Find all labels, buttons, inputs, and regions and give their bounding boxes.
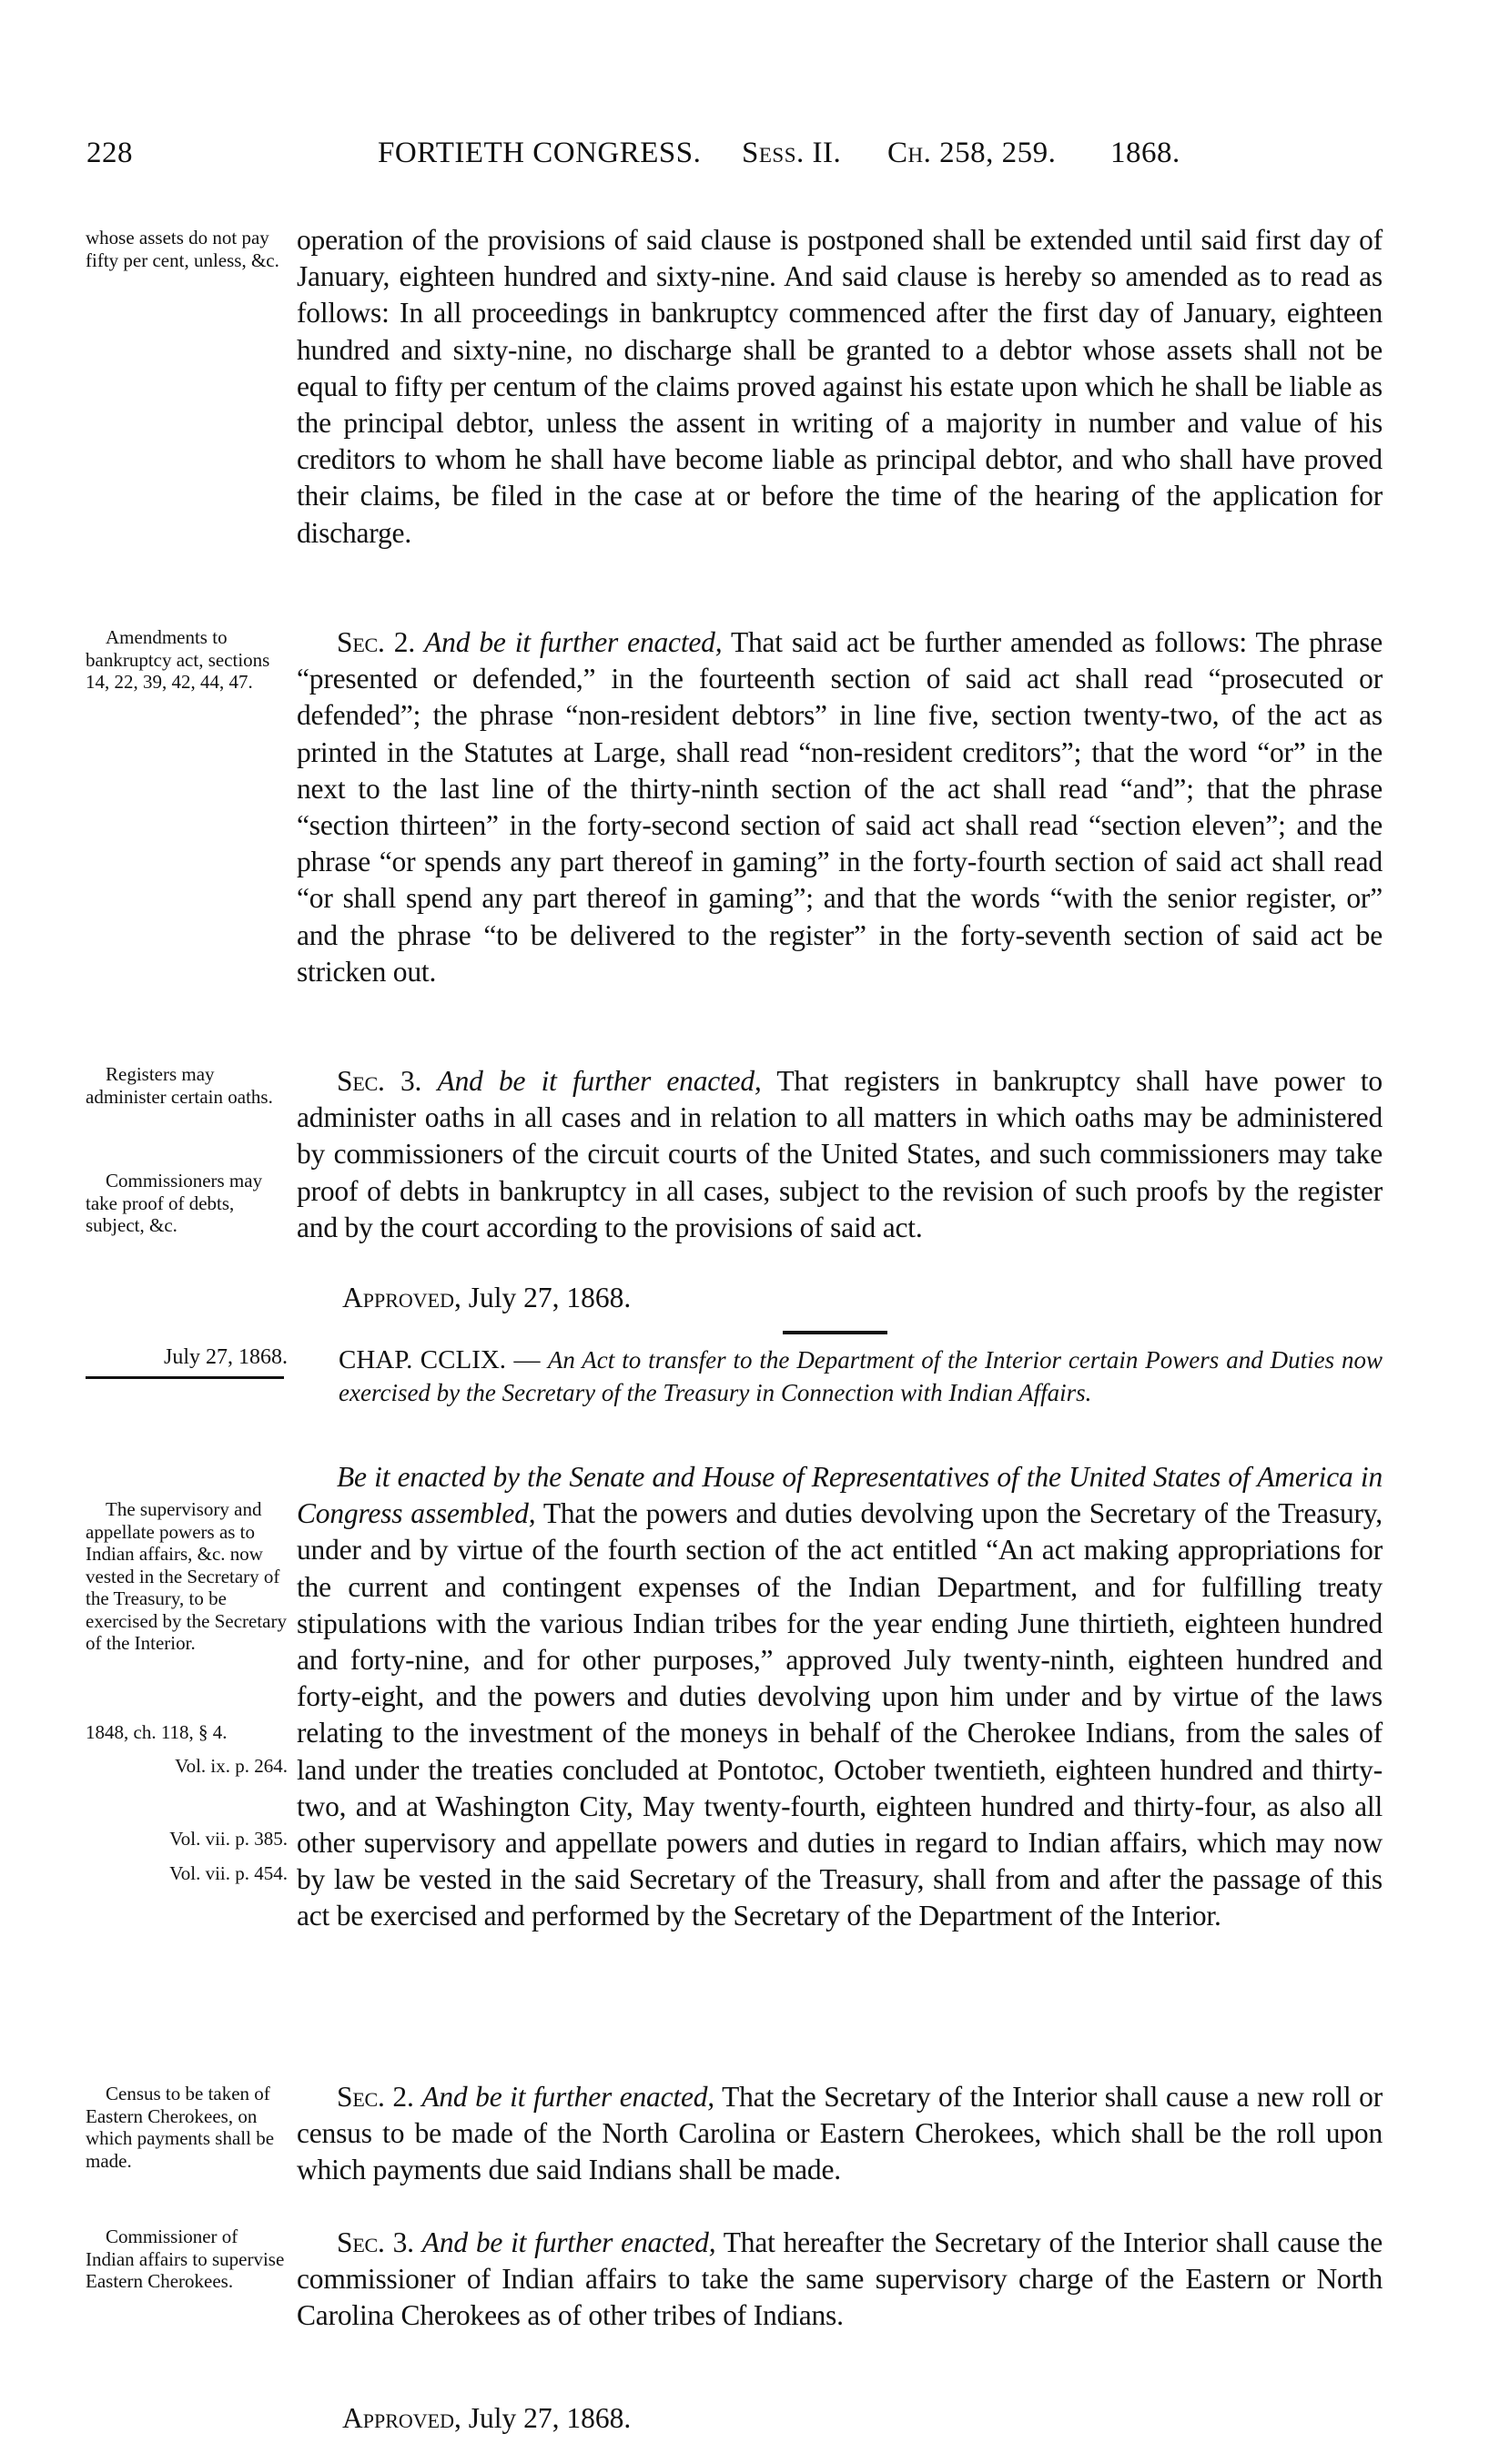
section-text: That the Secretary of the Interior shall cause a new roll or census to be made of the North Carolina or Eastern Cherokees, which shall be the roll upon which payments due said Indians shall be made. [297, 2081, 1383, 2186]
chapter-range: Ch. 258, 259. [887, 137, 1057, 169]
approved-date: July 27, 1868. [468, 1282, 632, 1313]
chapter-separator-rule [783, 1331, 887, 1334]
section-text: That registers in bankruptcy shall have power to administer oaths in all cases and in relation to all matters in which oaths may be administered by commissioners of the circuit courts of the United States, and such commissioners may take proof of debts in bankruptcy in all cases, subject to the revision of such proofs by the register and by the court according to the provisions of said act. [297, 1065, 1383, 1243]
ch259-section-2 [297, 2079, 1383, 2189]
ch258-approved [342, 1280, 631, 1316]
margin-citation-vol-vii-454: Vol. vii. p. 454. [169, 1862, 288, 1884]
margin-note-registers: Registers may administer certain oaths. [86, 1063, 273, 1108]
section-text: That the powers and duties devolving upon the Secretary of the Treasury, under and by virtue of the fourth section of the act entitled “An act making appropriations for the current and contingent expenses of the Indian Department, and for fulfilling treaty stipulations with the various Indian tribes for the year ending June thirtieth, eighteen hundred and forty-nine, and for other purposes,” approved July twenty-ninth, eighteen hundred and forty-eight, and the powers and duties devolving upon him under and by virtue of the laws relating to the investment of the moneys in behalf of the Cherokee Indians, from the sales of land under the treaties concluded at Pontotoc, October twentieth, eighteen hundred and thirty-two, and at Washington City, May twenty-fourth, eighteen hundred and thirty-four, as also all other supervisory and appellate powers and duties in regard to Indian affairs, which may now by law be vested in the said Secretary of the Treasury, shall from and after the passage of this act be exercised and performed by the Secretary of the Department of the Interior. [297, 1497, 1383, 1932]
margin-note-amendments: Amendments to bankruptcy act, sections 14, 22, 39, 42, 44, 47. [86, 626, 270, 693]
chapter-date-note: July 27, 1868. [163, 1345, 288, 1369]
header-year: 1868. [1110, 137, 1180, 169]
ch258-section-3 [297, 1063, 1383, 1246]
section-label: Sec. 2. [337, 2081, 414, 2113]
approved-label: Approved, [342, 2402, 461, 2434]
date-underline [86, 1376, 284, 1379]
chapter-heading [297, 1344, 1383, 1409]
section-text: That hereafter the Secretary of the Interior shall cause the commissioner of Indian affairs to take the same supervisory charge of the Eastern or North Carolina Cherokees as of other tribes of Indians. [297, 2226, 1383, 2332]
ch258-section-2 [297, 624, 1383, 990]
chapter-title: An Act to transfer to the Department of the Interior certain Powers and Duties now exercised by the Secretary of the Treasury in Connection with Indian Affairs. [339, 1346, 1383, 1406]
enacting-phrase: And be it further enacted, [424, 626, 723, 658]
congress-title: FORTIETH CONGRESS. [378, 137, 702, 169]
section-text: That said act be further amended as follows: The phrase “presented or defended,” in the fourteenth section of said act shall read “prosecuted or defended”; the phrase “non-resident debtors” in line five, section twenty-two, of the act as printed in the Statutes at Large, shall read “non-resident creditors”; that the word “or” in the next to the last line of the thirty-ninth section of the act shall read “and”; that the phrase “section thirteen” in the forty-second section of said act shall read “section eleven”; and the phrase “or spends any part thereof in gaming” in the forty-fourth section of said act shall read “or shall spend any part thereof in gaming”; and that the words “with the senior register, or” and the phrase “to be delivered to the register” in the forty-seventh section of said act be stricken out. [297, 626, 1383, 988]
margin-citation-vol-ix: Vol. ix. p. 264. [175, 1755, 288, 1777]
ch258-paragraph1-text: operation of the provisions of said clause is postponed shall be extended until said first day of January, eighteen hundred and sixty-nine. And said clause is hereby so amended as to read as follows: In all proceedings in bankruptcy commenced after the first day of January, eighteen hundred and sixty-nine, no discharge shall be granted to a debtor whose assets shall not be equal to fifty per centum of the claims proved against his estate upon which he shall be liable as the principal debtor, unless the assent in writing of a majority in number and value of his creditors to whom he shall have become liable as principal debtor, and who shall have proved their claims, be filed in the case at or before the time of the hearing of the application for discharge. [297, 224, 1383, 549]
margin-note-assets: whose assets do not pay fifty per cent, unless, &c. [86, 227, 279, 271]
margin-note-commissioner-indian-affairs: Commissioner of Indian affairs to supervise Eastern Cherokees. [86, 2226, 285, 2292]
running-head [86, 137, 1388, 177]
ch258-paragraph-continuation [297, 222, 1383, 552]
margin-note-supervisory-powers: The supervisory and appellate powers as to Indian affairs, &c. now vested in the Secretary of the Treasury, to be exercised by the Secretary of the Interior. [86, 1498, 287, 1654]
enacting-clause: Be it enacted by the Senate and House of Representatives of the United States of America in Congress assembled, [297, 1461, 1383, 1530]
enacting-phrase: And be it further enacted, [437, 1065, 762, 1097]
session-label: Sess. II. [742, 137, 842, 169]
ch259-approved [342, 2400, 631, 2437]
page-number: 228 [86, 137, 133, 169]
chapter-number: CHAP. CCLIX. — [339, 1345, 541, 1374]
enacting-phrase: And be it further enacted, [421, 2081, 714, 2113]
approved-date: July 27, 1868. [468, 2402, 632, 2434]
margin-note-commissioners: Commissioners may take proof of debts, subject, &c. [86, 1170, 263, 1236]
margin-note-census: Census to be taken of Eastern Cherokees, on which payments shall be made. [86, 2083, 275, 2172]
ch259-section-3 [297, 2225, 1383, 2335]
section-label: Sec. 2. [337, 626, 416, 658]
approved-label: Approved, [342, 1282, 461, 1313]
enacting-phrase: And be it further enacted, [421, 2226, 716, 2258]
margin-citation-1848: 1848, ch. 118, § 4. [86, 1721, 228, 1743]
section-label: Sec. 3. [337, 1065, 422, 1097]
section-label: Sec. 3. [337, 2226, 414, 2258]
margin-citation-vol-vii-385: Vol. vii. p. 385. [169, 1828, 288, 1850]
ch259-section-1 [297, 1459, 1383, 1935]
